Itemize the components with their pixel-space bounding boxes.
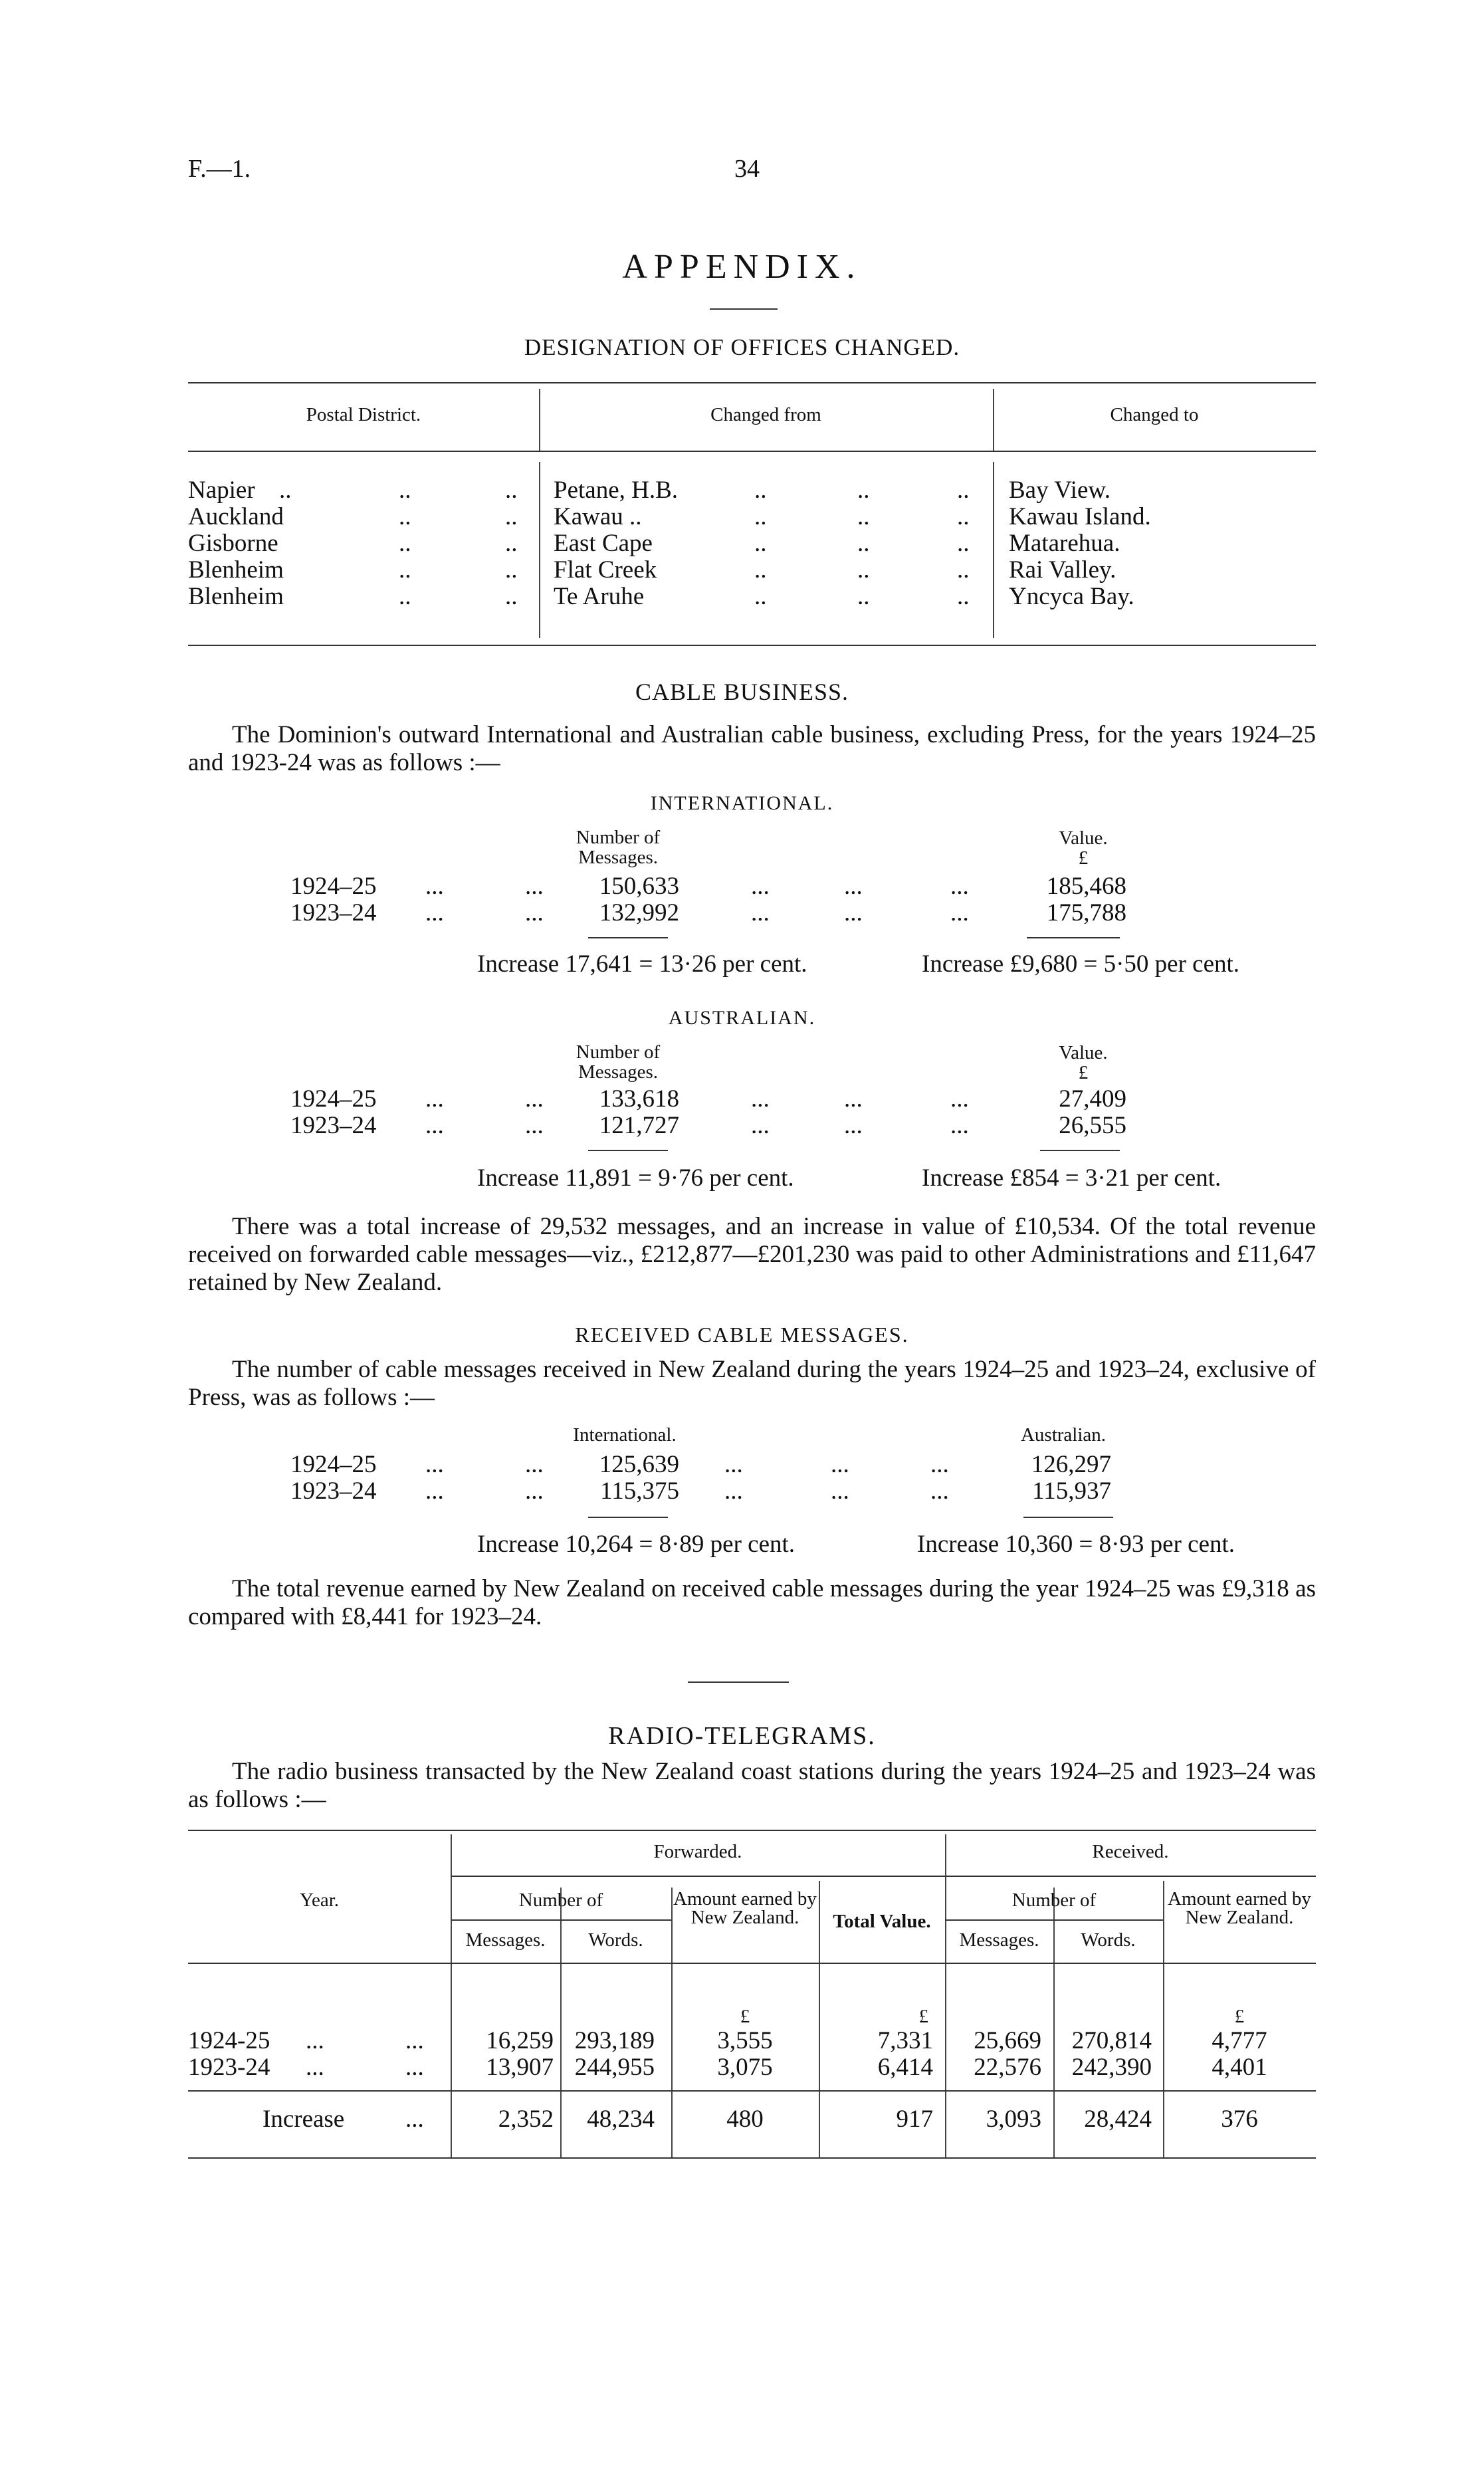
header-rule (188, 451, 1316, 452)
col-unit: £ (1078, 847, 1089, 869)
leader-dots: .. (957, 477, 970, 504)
year-cell: 1923–24 (290, 1112, 377, 1139)
f-amount-cell: 3,555 (717, 2027, 773, 2054)
leader-dots: ... (405, 2027, 424, 2054)
leader-dots: ... (844, 1112, 863, 1139)
international-heading: INTERNATIONAL. (650, 792, 834, 814)
messages-cell: 150,633 (599, 873, 679, 900)
leader-dots: .. (754, 530, 767, 557)
leader-dots: .. (754, 477, 767, 504)
radio-heading: RADIO-TELEGRAMS. (608, 1722, 876, 1750)
leader-dots: .. (754, 583, 767, 610)
leader-dots: ... (930, 1451, 949, 1478)
col-australian: Australian. (1020, 1424, 1107, 1446)
received-increase-international: Increase 10,264 = 8·89 per cent. (477, 1531, 795, 1558)
col-year: Year. (299, 1890, 340, 1911)
f-words-cell: 293,189 (574, 2027, 655, 2054)
leader-dots: ... (425, 1451, 444, 1478)
table-bottom-rule (188, 2157, 1316, 2159)
col-forwarded-amount: Amount earned by New Zealand. (673, 1888, 817, 1928)
to-cell: Matarehua. (1009, 530, 1120, 557)
leader-dots: ... (525, 1112, 544, 1139)
col-forwarded-words: Words. (588, 1929, 643, 1951)
f-messages-cell: 16,259 (486, 2027, 554, 2054)
col-divider (539, 462, 540, 638)
col-header-district: Postal District. (306, 404, 421, 425)
sum-rule (1027, 937, 1120, 938)
total-value-cell: 917 (896, 2106, 933, 2133)
leader-dots: ... (844, 873, 863, 900)
leader-dots: .. (279, 477, 292, 504)
cable-intro: The Dominion's outward International and Australian cable business, excluding Press, for the years 1924–25 and 1923-24 was as follows :— (188, 721, 1316, 776)
leader-dots: ... (751, 899, 770, 926)
year-cell: 1923–24 (290, 1477, 377, 1505)
r-messages-cell: 22,576 (974, 2054, 1041, 2081)
leader-dots: ... (525, 1085, 544, 1113)
received-increase-australian: Increase 10,360 = 8·93 per cent. (917, 1531, 1235, 1558)
leader-dots: ... (425, 873, 444, 900)
district-cell: Blenheim (188, 556, 284, 584)
f-words-cell: 244,955 (574, 2054, 655, 2081)
leader-dots: ... (751, 1112, 770, 1139)
leader-dots: ... (724, 1451, 743, 1478)
australian-cell: 115,937 (1032, 1477, 1111, 1505)
leader-dots: .. (399, 477, 411, 504)
leader-dots: .. (957, 530, 970, 557)
col-received: Received. (1092, 1841, 1169, 1862)
leader-dots: ... (306, 2054, 324, 2081)
leader-dots: ... (525, 1477, 544, 1505)
r-words-cell: 242,390 (1071, 2054, 1152, 2081)
col-unit: £ (1078, 1062, 1089, 1083)
sum-rule (588, 937, 668, 938)
year-cell: 1923–24 (290, 899, 377, 926)
designation-heading: DESIGNATION OF OFFICES CHANGED. (524, 334, 960, 360)
sum-rule (588, 1150, 668, 1151)
col-number-of-messages: Number of Messages. (576, 1041, 661, 1083)
year-cell: 1924–25 (290, 1085, 377, 1113)
received-intro: The number of cable messages received in New Zealand during the years 1924–25 and 1923–24, exclusive of Press, was as follows :— (188, 1356, 1316, 1411)
table-top-rule (188, 1830, 1316, 1831)
district-cell: Blenheim (188, 583, 284, 610)
district-cell: Auckland (188, 503, 284, 530)
district-cell: Gisborne (188, 530, 278, 557)
leader-dots: .. (957, 583, 970, 610)
leader-dots: ... (425, 1112, 444, 1139)
col-forwarded-number-of: Number of (518, 1890, 603, 1911)
leader-dots: ... (425, 899, 444, 926)
international-cell: 115,375 (600, 1477, 679, 1505)
col-forwarded: Forwarded. (653, 1841, 742, 1862)
cable-summary: There was a total increase of 29,532 messages, and an increase in value of £10,534. Of the total revenue received on forwarded cable messages—viz., £212,877—£201,230 was paid to other Administrations and £11,647 retained by New Zealand. (188, 1213, 1316, 1296)
leader-dots: ... (831, 1451, 849, 1478)
page-title: APPENDIX. (622, 248, 862, 286)
table-top-rule (188, 382, 1316, 383)
leader-dots: ... (405, 2106, 424, 2133)
leader-dots: .. (857, 556, 870, 584)
section-divider (688, 1681, 789, 1683)
col-received-messages: Messages. (959, 1929, 1039, 1951)
pound-unit: £ (918, 2006, 928, 2027)
year-cell: 1923-24 (188, 2054, 270, 2081)
leader-dots: ... (405, 2054, 424, 2081)
divider (710, 308, 778, 310)
col-received-amount: Amount earned by New Zealand. (1168, 1888, 1311, 1928)
value-cell: 185,468 (1046, 873, 1126, 900)
messages-cell: 121,727 (599, 1112, 679, 1139)
f-amount-cell: 3,075 (717, 2054, 773, 2081)
to-cell: Kawau Island. (1009, 503, 1151, 530)
sum-rule (588, 1517, 668, 1518)
r-messages-cell: 3,093 (986, 2106, 1041, 2133)
leader-dots: ... (525, 1451, 544, 1478)
leader-dots: .. (857, 530, 870, 557)
col-divider (993, 462, 994, 638)
leader-dots: .. (957, 556, 970, 584)
col-header-changed-from: Changed from (710, 404, 821, 425)
leader-dots: ... (425, 1085, 444, 1113)
pound-unit: £ (740, 2006, 750, 2027)
from-cell: Petane, H.B. (554, 477, 679, 504)
leader-dots: ... (844, 899, 863, 926)
col-number-of-messages: Number of Messages. (576, 827, 661, 868)
leader-dots: ... (751, 873, 770, 900)
leader-dots: .. (957, 503, 970, 530)
leader-dots: .. (857, 583, 870, 610)
value-cell: 27,409 (1059, 1085, 1126, 1113)
increase-top-rule (188, 2090, 1316, 2092)
leader-dots: .. (399, 556, 411, 584)
col-total-value: Total Value. (833, 1911, 931, 1932)
leader-dots: ... (950, 1085, 969, 1113)
leader-dots: .. (857, 503, 870, 530)
col-header-changed-to: Changed to (1110, 404, 1199, 425)
leader-dots: ... (950, 1112, 969, 1139)
leader-dots: .. (505, 530, 518, 557)
leader-dots: .. (505, 583, 518, 610)
australian-heading: AUSTRALIAN. (668, 1007, 816, 1029)
leader-dots: ... (525, 873, 544, 900)
leader-dots: ... (930, 1477, 949, 1505)
australian-increase-value: Increase £854 = 3·21 per cent. (922, 1164, 1221, 1192)
from-cell: Flat Creek (554, 556, 657, 584)
leader-dots: ... (831, 1477, 849, 1505)
leader-dots: .. (399, 530, 411, 557)
leader-dots: ... (844, 1085, 863, 1113)
received-heading: RECEIVED CABLE MESSAGES. (575, 1323, 909, 1347)
district-cell: Napier (188, 477, 255, 504)
to-cell: Bay View. (1009, 477, 1111, 504)
leader-dots: ... (751, 1085, 770, 1113)
to-cell: Rai Valley. (1009, 556, 1116, 584)
leader-dots: .. (505, 556, 518, 584)
r-amount-cell: 4,401 (1212, 2054, 1267, 2081)
leader-dots: .. (505, 477, 518, 504)
f-amount-cell: 480 (726, 2106, 764, 2133)
col-received-number-of: Number of (1011, 1890, 1097, 1911)
col-forwarded-messages: Messages. (465, 1929, 546, 1951)
from-cell: Kawau .. (554, 503, 642, 530)
radio-intro: The radio business transacted by the New Zealand coast stations during the years 1924–25 and 1923–24 was as follows :— (188, 1758, 1316, 1813)
header-rule (451, 1876, 1316, 1877)
year-cell: 1924-25 (188, 2027, 270, 2054)
australian-increase-messages: Increase 11,891 = 9·76 per cent. (477, 1164, 794, 1192)
value-cell: 175,788 (1046, 899, 1126, 926)
international-cell: 125,639 (599, 1451, 679, 1478)
leader-dots: ... (950, 899, 969, 926)
australian-cell: 126,297 (1031, 1451, 1111, 1478)
value-cell: 26,555 (1059, 1112, 1126, 1139)
table-bottom-rule (188, 645, 1316, 646)
leader-dots: .. (399, 583, 411, 610)
leader-dots: .. (754, 556, 767, 584)
sum-rule (1040, 1150, 1120, 1151)
leader-dots: .. (754, 503, 767, 530)
r-words-cell: 270,814 (1071, 2027, 1152, 2054)
leader-dots: ... (525, 899, 544, 926)
received-revenue: The total revenue earned by New Zealand on received cable messages during the year 1924–25 was £9,318 as compared with £8,441 for 1923–24. (188, 1575, 1316, 1630)
international-increase-messages: Increase 17,641 = 13·26 per cent. (477, 950, 807, 978)
col-value: Value. (1059, 1042, 1108, 1063)
cable-heading: CABLE BUSINESS. (635, 679, 849, 705)
messages-cell: 133,618 (599, 1085, 679, 1113)
to-cell: Yncyca Bay. (1009, 583, 1134, 610)
subheader-rule (451, 1919, 671, 1921)
subheader-rule (945, 1919, 1163, 1921)
header-bottom-rule (188, 1963, 1316, 1964)
col-international: International. (573, 1424, 677, 1446)
col-received-words: Words. (1081, 1929, 1136, 1951)
page-number: 34 (734, 155, 760, 183)
international-increase-value: Increase £9,680 = 5·50 per cent. (922, 950, 1240, 978)
r-amount-cell: 4,777 (1212, 2027, 1267, 2054)
from-cell: East Cape (554, 530, 653, 557)
increase-label: Increase (263, 2106, 345, 2133)
from-cell: Te Aruhe (554, 583, 645, 610)
leader-dots: .. (857, 477, 870, 504)
leader-dots: ... (950, 873, 969, 900)
pound-unit: £ (1234, 2006, 1245, 2027)
leader-dots: ... (425, 1477, 444, 1505)
f-messages-cell: 2,352 (498, 2106, 554, 2133)
leader-dots: ... (724, 1477, 743, 1505)
total-value-cell: 7,331 (877, 2027, 933, 2054)
r-words-cell: 28,424 (1084, 2106, 1152, 2133)
sum-rule (1023, 1517, 1113, 1518)
r-amount-cell: 376 (1221, 2106, 1258, 2133)
messages-cell: 132,992 (599, 899, 679, 926)
total-value-cell: 6,414 (877, 2054, 933, 2081)
f-messages-cell: 13,907 (486, 2054, 554, 2081)
f-words-cell: 48,234 (587, 2106, 655, 2133)
year-cell: 1924–25 (290, 1451, 377, 1478)
leader-dots: ... (306, 2027, 324, 2054)
col-value: Value. (1059, 827, 1108, 849)
document-reference: F.—1. (188, 155, 251, 183)
leader-dots: .. (505, 503, 518, 530)
year-cell: 1924–25 (290, 873, 377, 900)
leader-dots: .. (399, 503, 411, 530)
r-messages-cell: 25,669 (974, 2027, 1041, 2054)
